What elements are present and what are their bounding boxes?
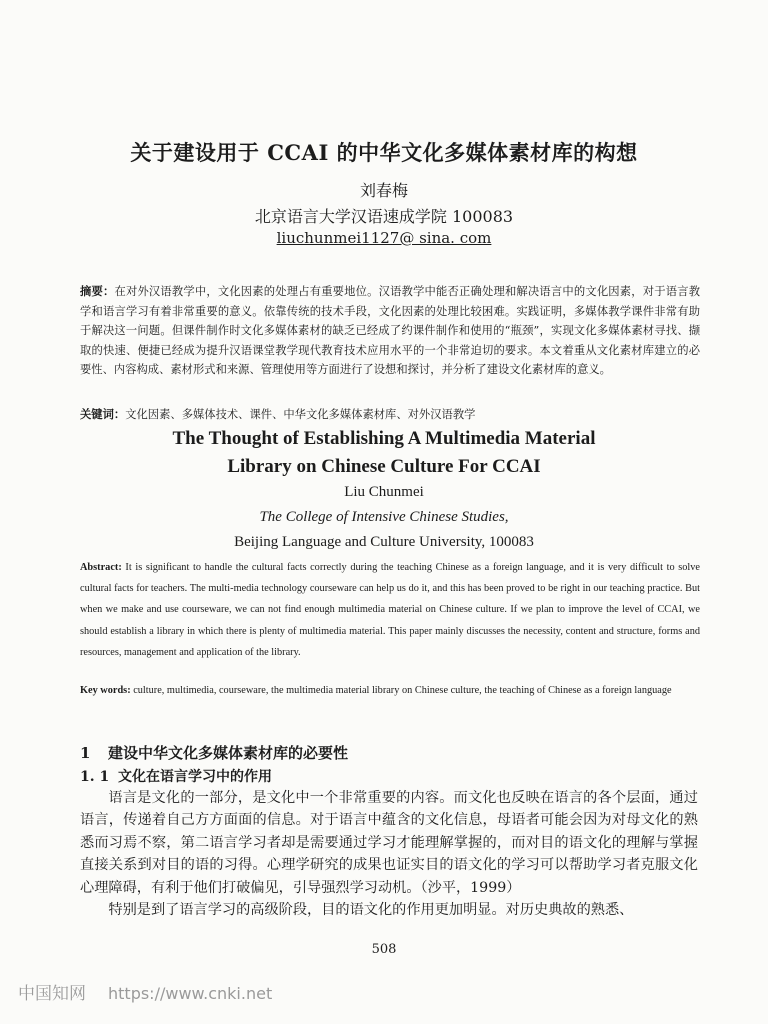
keywords-cn bbox=[80, 405, 700, 425]
author-name-cn: 刘春梅 bbox=[359, 181, 408, 200]
subsection-title: 文化在语言学习中的作用 bbox=[118, 769, 272, 785]
keywords-en-label: Key words: bbox=[80, 685, 131, 696]
body-paragraph-2: 特别是到了语言学习的高级阶段，目的语文化的作用更加明显。对历史典故的熟悉、 bbox=[108, 902, 634, 919]
body-text bbox=[80, 787, 698, 921]
author-name-en: Liu Chunmei bbox=[344, 484, 424, 500]
abstract-en-text: It is significant to handle the cultural facts correctly during the teaching Chinese as a foreign language, and it is very difficult to solve cultural facts for teachers. The multi-media technology courseware can help us do it, and this has been proved to be right in our teaching practice. But when we make and use courseware, we can not find enough multimedia material on Chinese culture. If we plan to improve the level of CCAI, we should establish a library in which there is plenty of multimedia material. This paper mainly discusses the necessity, content and structure, forms and resources, management and application of the library. bbox=[80, 562, 700, 658]
paper-title-cn: 关于建设用于 CCAI 的中华文化多媒体素材库的构想 bbox=[130, 140, 638, 165]
keywords-cn-label: 关键词： bbox=[80, 407, 126, 421]
paper-title-en-line1: The Thought of Establishing A Multimedia Material bbox=[172, 428, 596, 449]
section-number: 1 bbox=[80, 744, 91, 762]
watermark-logo-text: 中国知网 bbox=[18, 984, 86, 1004]
abstract-cn-label: 摘要： bbox=[80, 284, 115, 298]
subsection-number: 1. 1 bbox=[80, 769, 110, 785]
cnki-watermark bbox=[18, 979, 272, 1004]
section-title: 建设中华文化多媒体素材库的必要性 bbox=[108, 744, 349, 762]
keywords-cn-text: 文化因素、多媒体技术、课件、中华文化多媒体素材库、对外汉语教学 bbox=[125, 408, 476, 421]
body-paragraph-1: 语言是文化的一部分，是文化中一个非常重要的内容。而文化也反映在语言的各个层面，通过语言，传递着自己方方面面的信息。对于语言中蕴含的文化信息，母语者可能会因为对母文化的熟悉而习焉不察，第二语言学习者却是需要通过学习才能理解掌握的，而对目的语文化的理解与掌握直接关系到对目的语的习得。心理学研究的成果也证实目的语文化的学习可以帮助学习者克服文化心理障碍，有利于他们打破偏见，引导强烈学习动机。（沙平，1999） bbox=[80, 790, 698, 896]
author-email bbox=[0, 229, 768, 247]
watermark-url: https://www.cnki.net bbox=[108, 984, 273, 1003]
abstract-en bbox=[80, 557, 700, 663]
affiliation-cn: 北京语言大学汉语速成学院 100083 bbox=[254, 207, 514, 226]
abstract-cn-text: 在对外汉语教学中，文化因素的处理占有重要地位。汉语教学中能否正确处理和解决语言中的文化因素，对于语言教学和语言学习有着非常重要的意义。依靠传统的技术手段，文化因素的处理比较困难。实践证明，多媒体教学课件非常有助于解决这一问题。但课件制作时文化多媒体素材的缺乏已经成了约课件制作和使用的“瓶颈”，实现文化多媒体素材寻找、撷取的快速、便捷已经成为提升汉语课堂教学现代教育技术应用水平的一个非常迫切的要求。本文着重从文化素材库建立的必要性、内容构成、素材形式和来源、管理使用等方面进行了设想和探讨，并分析了建设文化素材库的意义。 bbox=[80, 285, 700, 377]
email-text: liuchunmei1127@ sina. com bbox=[276, 229, 492, 247]
paper-title-en-line2: Library on Chinese Culture For CCAI bbox=[227, 456, 541, 477]
page-number: 508 bbox=[371, 942, 397, 957]
abstract-cn bbox=[80, 282, 700, 380]
abstract-en-label: Abstract: bbox=[80, 562, 122, 573]
section-heading-1 bbox=[80, 742, 348, 763]
keywords-en-text: culture, multimedia, courseware, the multimedia material library on Chinese culture, the teaching of Chinese as a foreign language bbox=[130, 685, 672, 696]
affiliation-en-line1: The College of Intensive Chinese Studies, bbox=[259, 509, 509, 525]
affiliation-en-line2: Beijing Language and Culture University, 100083 bbox=[234, 534, 534, 550]
subsection-heading-1-1 bbox=[80, 766, 272, 786]
keywords-en bbox=[80, 680, 700, 701]
